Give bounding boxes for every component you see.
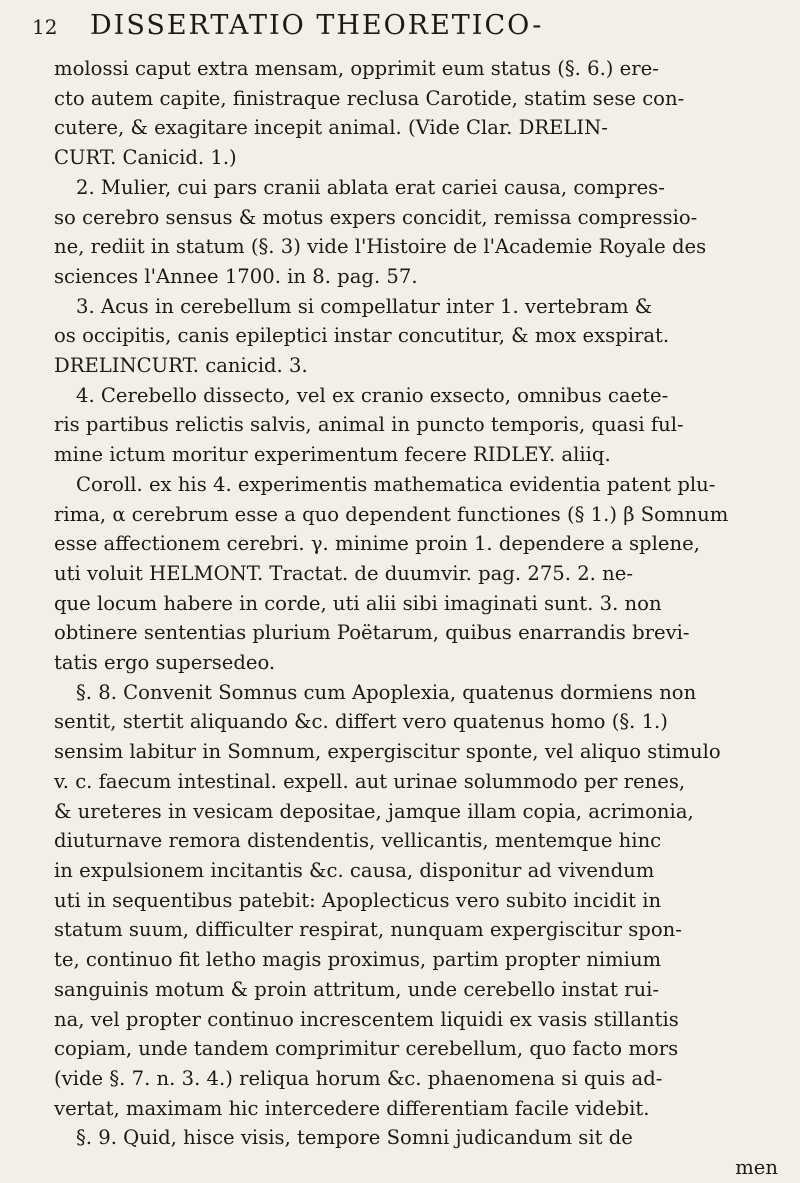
text-line: ne, rediit in statum (§. 3) vide l'Histoire de l'Academie Royale des <box>54 235 707 259</box>
text-line: 4. Cerebello dissecto, vel ex cranio exsecto, omnibus caete- <box>76 383 669 407</box>
text-line: obtinere sententias plurium Poëtarum, quibus enarrandis brevi- <box>54 621 690 645</box>
text-line: diuturnave remora distendentis, vellicantis, mentemque hinc <box>54 829 662 853</box>
text-line: sciences l'Annee 1700. in 8. pag. 57. <box>54 264 418 288</box>
text-line: molossi caput extra mensam, opprimit eum status (§. 6.) ere- <box>54 57 659 80</box>
text-line: os occipitis, canis epileptici instar concutitur, & mox exspirat. <box>54 324 670 348</box>
text-line: so cerebro sensus & motus expers concidit, remissa compressio- <box>54 205 698 229</box>
page-number: 12 <box>32 15 58 39</box>
text-line: ris partibus relictis salvis, animal in puncto temporis, quasi ful- <box>54 413 684 437</box>
text-line: uti in sequentibus patebit: Apoplecticus vero subito incidit in <box>54 888 662 912</box>
text-line: esse affectionem cerebri. γ. minime proin 1. dependere a splene, <box>54 532 700 556</box>
text-line: Coroll. ex his 4. experimentis mathematica evidentia patent plu- <box>76 472 716 496</box>
text-line: te, continuo fit letho magis proximus, partim propter nimium <box>54 948 662 972</box>
text-line: vertat, maximam hic intercedere differentiam facile videbit. <box>54 1096 650 1120</box>
text-line: in expulsionem incitantis &c. causa, disponitur ad vivendum <box>54 858 655 882</box>
text-line: & ureteres in vesicam depositae, jamque illam copia, acrimonia, <box>54 799 694 823</box>
text-line: 3. Acus in cerebellum si compellatur inter 1. vertebram & <box>76 294 653 318</box>
text-line: v. c. faecum intestinal. expell. aut urinae solummodo per renes, <box>54 769 686 793</box>
text-line: §. 8. Convenit Somnus cum Apoplexia, quatenus dormiens non <box>76 680 697 704</box>
text-line: 2. Mulier, cui pars cranii ablata erat cariei causa, compres- <box>76 175 665 199</box>
text-line: tatis ergo supersedeo. <box>54 651 276 675</box>
text-line: §. 9. Quid, hisce visis, tempore Somni judicandum sit de <box>76 1126 633 1150</box>
text-line: na, vel propter continuo increscentem liquidi ex vasis stillantis <box>54 1007 679 1031</box>
body-text <box>54 54 778 1183</box>
text-line: cutere, & exagitare incepit animal. (Vide Clar. DRELIN- <box>54 116 608 140</box>
running-head: DISSERTATIO THEORETICO- <box>90 10 544 41</box>
text-line: sensim labitur in Somnum, expergiscitur sponte, vel aliquo stimulo <box>54 740 721 764</box>
text-line: sentit, stertit aliquando &c. differt vero quatenus homo (§. 1.) <box>54 710 668 734</box>
text-line: uti voluit HELMONT. Tractat. de duumvir. pag. 275. 2. ne- <box>54 561 633 585</box>
text-line: (vide §. 7. n. 3. 4.) reliqua horum &c. phaenomena si quis ad- <box>54 1066 663 1090</box>
page-header <box>32 10 778 54</box>
text-line: men <box>735 1156 778 1180</box>
text-line: que locum habere in corde, uti alii sibi imaginati sunt. 3. non <box>54 591 662 615</box>
text-line: sanguinis motum & proin attritum, unde cerebello instat rui- <box>54 977 660 1001</box>
text-line: cto autem capite, finistraque reclusa Carotide, statim sese con- <box>54 86 685 110</box>
text-line: statum suum, difficulter respirat, nunquam expergiscitur spon- <box>54 918 682 942</box>
text-line: copiam, unde tandem comprimitur cerebellum, quo facto mors <box>54 1037 679 1061</box>
text-line: CURT. Canicid. 1.) <box>54 146 237 170</box>
text-line: mine ictum moritur experimentum fecere RIDLEY. aliiq. <box>54 443 611 467</box>
text-line: rima, α cerebrum esse a quo dependent functiones (§ 1.) β Somnum <box>54 502 729 526</box>
text-line: DRELINCURT. canicid. 3. <box>54 354 308 378</box>
